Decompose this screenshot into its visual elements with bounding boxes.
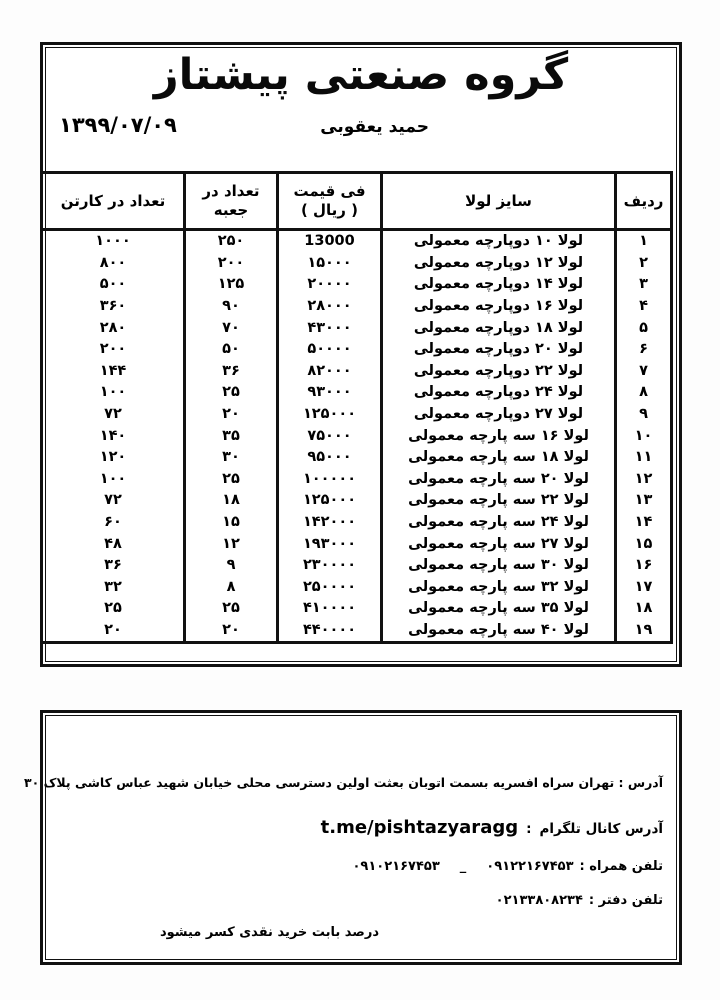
price-table-container	[49, 171, 673, 658]
cell-price: ۱۲۵۰۰۰	[278, 404, 382, 426]
cell-price: ۷۵۰۰۰	[278, 425, 382, 447]
cell-per-box: ۲۰۰	[185, 253, 278, 275]
table-row	[42, 577, 672, 599]
cell-per-carton: ۶۰	[42, 512, 185, 534]
table-row	[42, 317, 672, 339]
cell-per-box: ۹	[185, 555, 278, 577]
cell-price: ۸۲۰۰۰	[278, 361, 382, 383]
cell-price: ۴۴۰۰۰۰	[278, 620, 382, 643]
cell-per-carton: ۱۴۴	[42, 361, 185, 383]
column-header-radif: ردیف	[616, 173, 672, 230]
price-table	[40, 171, 673, 644]
table-row	[42, 339, 672, 361]
office-phone-number: ۰۲۱۳۳۸۰۸۲۳۴	[495, 893, 583, 908]
mobile-phone-line	[352, 859, 663, 874]
telegram-handle[interactable]: t.me/pishtazyaragg	[320, 817, 519, 838]
document-header	[43, 45, 679, 171]
document-date: ۱۳۹۹/۰۷/۰۹	[59, 113, 177, 137]
table-header-row	[42, 173, 672, 230]
mobile-phone-label: تلفن همراه :	[579, 859, 663, 874]
column-header-price-line1: فی قیمت	[293, 182, 366, 201]
cell-price: ۱۵۰۰۰	[278, 253, 382, 275]
cell-size: لولا ۲۲ دوپارچه معمولی	[382, 361, 616, 383]
cell-radif: ۱۸	[616, 598, 672, 620]
table-row	[42, 425, 672, 447]
cell-radif: ۴	[616, 296, 672, 318]
price-list-panel	[40, 42, 682, 667]
cell-per-box: ۲۵	[185, 469, 278, 491]
mobile-phone-separator: _	[459, 859, 467, 874]
table-row	[42, 490, 672, 512]
table-row	[42, 253, 672, 275]
cell-size: لولا ۱۶ سه پارچه معمولی	[382, 425, 616, 447]
cell-per-carton: ۴۸	[42, 533, 185, 555]
table-row	[42, 382, 672, 404]
cell-size: لولا ۳۰ سه پارچه معمولی	[382, 555, 616, 577]
cell-radif: ۱۱	[616, 447, 672, 469]
cell-per-box: ۸	[185, 577, 278, 599]
column-header-per-box	[185, 173, 278, 230]
cell-size: لولا ۱۸ دوپارچه معمولی	[382, 317, 616, 339]
column-header-per-carton: تعداد در کارتن	[42, 173, 185, 230]
cell-per-carton: ۱۰۰	[42, 469, 185, 491]
cell-size: لولا ۲۴ سه پارچه معمولی	[382, 512, 616, 534]
company-title: گروه صنعتی پیشتاز	[153, 50, 569, 100]
table-row	[42, 230, 672, 253]
mobile-phone-secondary: ۰۹۱۰۲۱۶۷۴۵۳	[352, 859, 440, 874]
cell-price: ۵۰۰۰۰	[278, 339, 382, 361]
cell-per-carton: ۷۲	[42, 490, 185, 512]
cell-price: ۱۲۵۰۰۰	[278, 490, 382, 512]
price-table-body	[42, 230, 672, 643]
cell-per-carton: ۲۰	[42, 620, 185, 643]
cell-per-box: ۲۵	[185, 382, 278, 404]
column-header-per-box-line2: جعبه	[213, 201, 249, 219]
telegram-colon: :	[526, 821, 532, 837]
cell-size: لولا ۴۰ سه پارچه معمولی	[382, 620, 616, 643]
cell-size: لولا ۲۴ دوپارچه معمولی	[382, 382, 616, 404]
mobile-phone-primary: ۰۹۱۲۲۱۶۷۴۵۳	[486, 859, 574, 874]
column-header-price	[278, 173, 382, 230]
cell-size: لولا ۱۴ دوپارچه معمولی	[382, 274, 616, 296]
cell-per-carton: ۱۰۰۰	[42, 230, 185, 253]
office-phone-line	[496, 893, 663, 908]
cell-size: لولا ۲۲ سه پارچه معمولی	[382, 490, 616, 512]
cell-size: لولا ۱۰ دوپارچه معمولی	[382, 230, 616, 253]
cell-per-carton: ۱۴۰	[42, 425, 185, 447]
cell-per-carton: ۵۰۰	[42, 274, 185, 296]
office-phone-label: تلفن دفتر :	[588, 893, 663, 908]
cell-price: ۲۸۰۰۰	[278, 296, 382, 318]
cell-per-box: ۹۰	[185, 296, 278, 318]
cell-per-carton: ۲۵	[42, 598, 185, 620]
cell-radif: ۷	[616, 361, 672, 383]
cell-per-carton: ۳۶	[42, 555, 185, 577]
cell-price: ۹۵۰۰۰	[278, 447, 382, 469]
cell-price: ۴۱۰۰۰۰	[278, 598, 382, 620]
cell-price: ۲۰۰۰۰	[278, 274, 382, 296]
cell-radif: ۸	[616, 382, 672, 404]
cell-radif: ۱۵	[616, 533, 672, 555]
cell-per-box: ۱۲	[185, 533, 278, 555]
table-row	[42, 555, 672, 577]
cell-price: ۹۳۰۰۰	[278, 382, 382, 404]
cell-price: ۱۹۳۰۰۰	[278, 533, 382, 555]
cell-per-box: ۳۰	[185, 447, 278, 469]
cell-price: ۱۰۰۰۰۰	[278, 469, 382, 491]
column-header-price-line2: ( ریال )	[300, 201, 359, 219]
column-header-size: سایز لولا	[382, 173, 616, 230]
table-row	[42, 447, 672, 469]
cell-per-carton: ۱۰۰	[42, 382, 185, 404]
table-row	[42, 598, 672, 620]
cell-radif: ۱۹	[616, 620, 672, 643]
table-row	[42, 404, 672, 426]
table-row	[42, 620, 672, 643]
cell-per-box: ۲۰	[185, 404, 278, 426]
cell-size: لولا ۳۲ سه پارچه معمولی	[382, 577, 616, 599]
cell-size: لولا ۱۲ دوپارچه معمولی	[382, 253, 616, 275]
cell-radif: ۶	[616, 339, 672, 361]
cell-radif: ۵	[616, 317, 672, 339]
cell-size: لولا ۱۶ دوپارچه معمولی	[382, 296, 616, 318]
cell-size: لولا ۲۷ سه پارچه معمولی	[382, 533, 616, 555]
cash-discount-note: درصد بابت خرید نقدی کسر میشود	[159, 925, 379, 940]
cell-per-box: ۱۲۵	[185, 274, 278, 296]
column-header-per-box-line1: تعداد در	[202, 182, 260, 201]
table-row	[42, 469, 672, 491]
cell-per-carton: ۱۲۰	[42, 447, 185, 469]
cell-per-carton: ۷۲	[42, 404, 185, 426]
cell-per-carton: ۳۲	[42, 577, 185, 599]
cell-per-carton: ۸۰۰	[42, 253, 185, 275]
table-row	[42, 512, 672, 534]
cell-price: 13000	[278, 230, 382, 253]
cell-per-box: ۷۰	[185, 317, 278, 339]
cell-radif: ۱۳	[616, 490, 672, 512]
cell-radif: ۳	[616, 274, 672, 296]
table-row	[42, 296, 672, 318]
owner-name: حمید یعقوبی	[320, 117, 429, 137]
cell-per-box: ۲۵	[185, 598, 278, 620]
cell-size: لولا ۲۰ دوپارچه معمولی	[382, 339, 616, 361]
cell-price: ۲۵۰۰۰۰	[278, 577, 382, 599]
contact-info-inner	[24, 721, 669, 954]
cell-size: لولا ۱۸ سه پارچه معمولی	[382, 447, 616, 469]
cell-per-box: ۳۵	[185, 425, 278, 447]
cell-per-box: ۳۶	[185, 361, 278, 383]
telegram-label: آدرس کانال تلگرام	[539, 821, 663, 837]
cell-radif: ۱۰	[616, 425, 672, 447]
cell-radif: ۱۴	[616, 512, 672, 534]
cell-per-box: ۵۰	[185, 339, 278, 361]
table-row	[42, 274, 672, 296]
table-row	[42, 533, 672, 555]
cell-per-carton: ۳۶۰	[42, 296, 185, 318]
cell-radif: ۹	[616, 404, 672, 426]
cell-size: لولا ۳۵ سه پارچه معمولی	[382, 598, 616, 620]
cell-radif: ۱۷	[616, 577, 672, 599]
cell-per-carton: ۲۸۰	[42, 317, 185, 339]
contact-info-panel	[24, 710, 682, 965]
cell-price: ۴۳۰۰۰	[278, 317, 382, 339]
cell-radif: ۱۶	[616, 555, 672, 577]
cell-radif: ۱۲	[616, 469, 672, 491]
cell-price: ۲۳۰۰۰۰	[278, 555, 382, 577]
cell-radif: ۲	[616, 253, 672, 275]
table-row	[42, 361, 672, 383]
cell-price: ۱۴۲۰۰۰	[278, 512, 382, 534]
telegram-channel-line	[321, 817, 663, 838]
cell-size: لولا ۲۷ دوپارچه معمولی	[382, 404, 616, 426]
cell-per-box: ۲۰	[185, 620, 278, 643]
address-line: آدرس : تهران سراه افسریه بسمت اتوبان بعثت اولین دسترسی محلی خیابان شهید عباس کاشی پلاک ۳۰	[24, 775, 663, 790]
cell-per-box: ۱۸	[185, 490, 278, 512]
cell-per-carton: ۲۰۰	[42, 339, 185, 361]
cell-per-box: ۱۵	[185, 512, 278, 534]
table-header-row-group	[42, 173, 672, 230]
cell-radif: ۱	[616, 230, 672, 253]
cell-per-box: ۲۵۰	[185, 230, 278, 253]
cell-size: لولا ۲۰ سه پارچه معمولی	[382, 469, 616, 491]
